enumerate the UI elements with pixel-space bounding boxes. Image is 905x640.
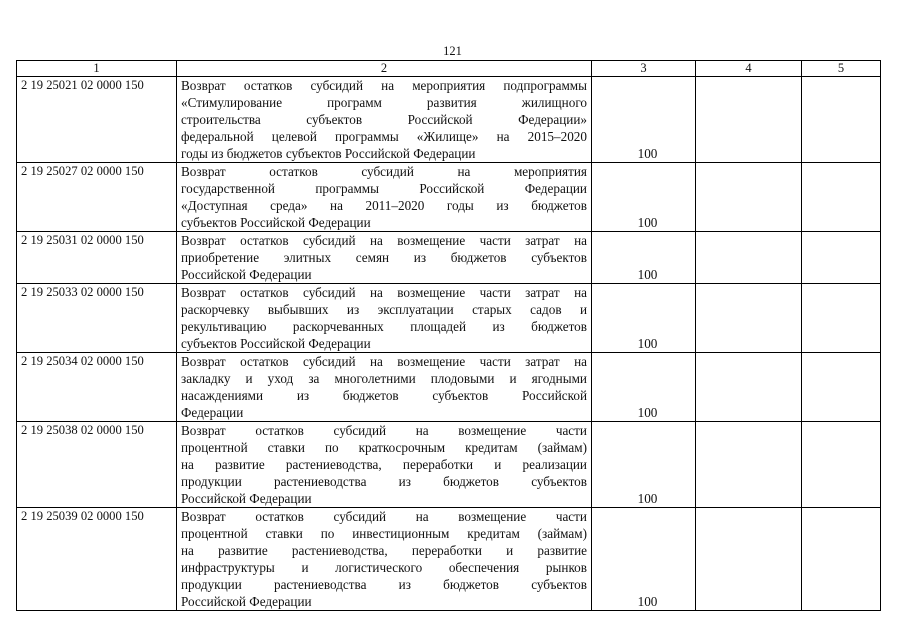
- table-body: [17, 77, 881, 611]
- description-line: инфраструктуры и логистического обеспечения рынков: [181, 560, 587, 575]
- column-3-text: 100: [637, 215, 658, 230]
- description-line: субъектов Российской Федерации: [181, 336, 371, 351]
- column-3-value: [592, 422, 696, 508]
- column-3-value: [592, 508, 696, 611]
- description-line: Российской Федерации: [181, 594, 312, 609]
- description-line: приобретение элитных семян из бюджетов субъектов: [181, 250, 587, 265]
- description-line: Российской Федерации: [181, 491, 312, 506]
- description-line: процентной ставки по инвестиционным кредитам (займам): [181, 526, 587, 541]
- column-4-value: [696, 508, 802, 611]
- table-header-row: [17, 61, 881, 77]
- column-header-1: 1: [17, 61, 177, 77]
- item-description: [177, 508, 592, 611]
- budget-code: 2 19 25027 02 0000 150: [17, 163, 177, 232]
- budget-code: 2 19 25021 02 0000 150: [17, 77, 177, 163]
- description-line: Возврат остатков субсидий на мероприятия подпрограммы: [181, 78, 587, 93]
- item-description: [177, 284, 592, 353]
- budget-classification-table: [16, 60, 881, 611]
- description-line: «Стимулирование программ развития жилищного: [181, 95, 587, 110]
- table-row: [17, 77, 881, 163]
- description-line: государственной программы Российской Федерации: [181, 181, 587, 196]
- item-description: [177, 77, 592, 163]
- description-line: на развитие растениеводства, переработки и развитие: [181, 543, 587, 558]
- description-line: насаждениями из бюджетов субъектов Российской: [181, 388, 587, 403]
- column-3-text: 100: [637, 267, 658, 282]
- table-row: [17, 232, 881, 284]
- item-description: [177, 353, 592, 422]
- description-line: раскорчевку выбывших из эксплуатации старых садов и: [181, 302, 587, 317]
- column-header-4: 4: [696, 61, 802, 77]
- description-line: Возврат остатков субсидий на мероприятия: [181, 164, 587, 179]
- column-4-value: [696, 77, 802, 163]
- column-header-2: 2: [177, 61, 592, 77]
- budget-code: 2 19 25031 02 0000 150: [17, 232, 177, 284]
- description-line: Возврат остатков субсидий на возмещение части затрат на: [181, 354, 587, 369]
- column-5-value: [802, 163, 881, 232]
- column-3-value: [592, 163, 696, 232]
- budget-code: 2 19 25039 02 0000 150: [17, 508, 177, 611]
- column-3-text: 100: [637, 405, 658, 420]
- column-3-value: [592, 77, 696, 163]
- page-number: 121: [443, 44, 462, 58]
- item-description: [177, 422, 592, 508]
- column-4-value: [696, 232, 802, 284]
- description-line: федеральной целевой программы «Жилище» на 2015–2020: [181, 129, 587, 144]
- column-5-value: [802, 508, 881, 611]
- budget-code: 2 19 25033 02 0000 150: [17, 284, 177, 353]
- description-line: субъектов Российской Федерации: [181, 215, 371, 230]
- description-line: Российской Федерации: [181, 267, 312, 282]
- column-5-value: [802, 232, 881, 284]
- column-4-value: [696, 353, 802, 422]
- table-row: [17, 284, 881, 353]
- column-5-value: [802, 77, 881, 163]
- description-line: продукции растениеводства из бюджетов субъектов: [181, 577, 587, 592]
- description-line: рекультивацию раскорчеванных площадей из бюджетов: [181, 319, 587, 334]
- item-description: [177, 232, 592, 284]
- table-row: [17, 422, 881, 508]
- column-3-value: [592, 353, 696, 422]
- table-row: [17, 353, 881, 422]
- description-line: Возврат остатков субсидий на возмещение части затрат на: [181, 285, 587, 300]
- column-5-value: [802, 353, 881, 422]
- description-line: Возврат остатков субсидий на возмещение части затрат на: [181, 233, 587, 248]
- description-line: Возврат остатков субсидий на возмещение части: [181, 423, 587, 438]
- description-line: Возврат остатков субсидий на возмещение части: [181, 509, 587, 524]
- description-line: процентной ставки по краткосрочным кредитам (займам): [181, 440, 587, 455]
- column-5-value: [802, 422, 881, 508]
- column-4-value: [696, 422, 802, 508]
- description-line: на развитие растениеводства, переработки и реализации: [181, 457, 587, 472]
- column-4-value: [696, 284, 802, 353]
- column-header-3: 3: [592, 61, 696, 77]
- column-5-value: [802, 284, 881, 353]
- column-header-5: 5: [802, 61, 881, 77]
- description-line: «Доступная среда» на 2011–2020 годы из бюджетов: [181, 198, 587, 213]
- description-line: Федерации: [181, 405, 244, 420]
- table-row: [17, 508, 881, 611]
- table-row: [17, 163, 881, 232]
- column-4-value: [696, 163, 802, 232]
- column-3-text: 100: [637, 491, 658, 506]
- budget-code: 2 19 25034 02 0000 150: [17, 353, 177, 422]
- description-line: годы из бюджетов субъектов Российской Федерации: [181, 146, 476, 161]
- column-3-text: 100: [637, 146, 658, 161]
- column-3-value: [592, 284, 696, 353]
- column-3-value: [592, 232, 696, 284]
- budget-code: 2 19 25038 02 0000 150: [17, 422, 177, 508]
- column-3-text: 100: [637, 594, 658, 609]
- item-description: [177, 163, 592, 232]
- description-line: закладку и уход за многолетними плодовыми и ягодными: [181, 371, 587, 386]
- column-3-text: 100: [637, 336, 658, 351]
- description-line: продукции растениеводства из бюджетов субъектов: [181, 474, 587, 489]
- description-line: строительства субъектов Российской Федерации»: [181, 112, 587, 127]
